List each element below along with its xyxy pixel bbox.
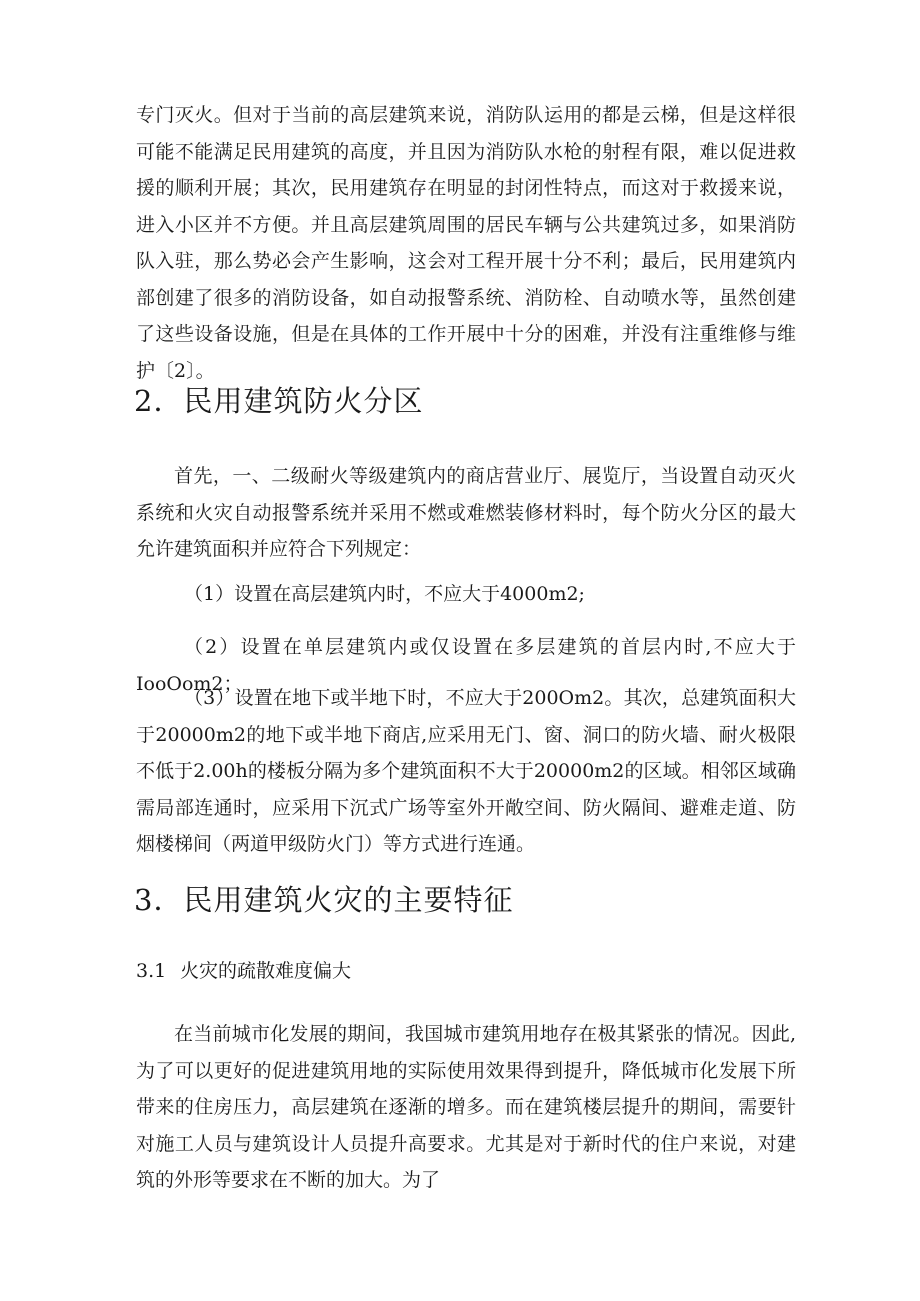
paragraph-rescue-difficulty: 专门灭火。但对于当前的高层建筑来说，消防队运用的都是云梯，但是这样很可能不能满足民用建筑的高度，并且因为消防队水枪的射程有限，难以促进救援的顺利开展；其次，民用建筑存在明显的封闭性特点，而这对于救援来说，进入小区并不方便。并且高层建筑周围的居民车辆与公共建筑过多，如果消防队入驻，那么势必会产生影响，这会对工程开展十分不利；最后，民用建筑内部创建了很多的消防设备，如自动报警系统、消防栓、自动喷水等，虽然创建了这些设备设施，但是在具体的工作开展中十分的困难，并没有注重维修与维护〔2〕。 bbox=[136, 104, 796, 382]
section-heading-fire-features: 3．民用建筑火灾的主要特征 bbox=[134, 883, 514, 917]
section-heading-fire-zones: 2．民用建筑防火分区 bbox=[134, 384, 424, 418]
paragraph-evacuation: 在当前城市化发展的期间，我国城市建筑用地存在极其紧张的情况。因此,为了可以更好的促进建筑用地的实际使用效果得到提升，降低城市化发展下所带来的住房压力，高层建筑在逐渐的增多。而在建筑楼层提升的期间，需要针对施工人员与建筑设计人员提升高要求。尤其是对于新时代的住户来说，对建筑的外形等要求在不断的加大。为了 bbox=[136, 1023, 796, 1191]
paragraph-fire-zone-rules: 首先，一、二级耐火等级建筑内的商店营业厅、展览厅，当设置自动灭火系统和火灾自动报警系统并采用不燃或难燃装修材料时，每个防火分区的最大允许建筑面积并应符合下列规定： bbox=[136, 465, 796, 560]
subsection-heading-evacuation bbox=[136, 956, 351, 986]
list-item-1: （1）设置在高层建筑内时，不应大于4000m2; bbox=[184, 583, 585, 605]
subsection-title: 火灾的疏散难度偏大 bbox=[180, 960, 352, 982]
list-item-2: （2）设置在单层建筑内或仅设置在多层建筑的首层内时,不应大于IooOom2； bbox=[136, 636, 796, 695]
list-item-3: （3）设置在地下或半地下时，不应大于200Om2。其次，总建筑面积大于20000m2的地下或半地下商店,应采用无门、窗、洞口的防火墙、耐火极限不低于2.00h的楼板分隔为多个建筑面积不大于20000m2的区域。相邻区域确需局部连通时，应采用下沉式广场等室外开敞空间、防火隔间、避难走道、防烟楼梯间（两道甲级防火门）等方式进行连通。 bbox=[136, 687, 796, 855]
subsection-number: 3.1 bbox=[136, 960, 167, 982]
